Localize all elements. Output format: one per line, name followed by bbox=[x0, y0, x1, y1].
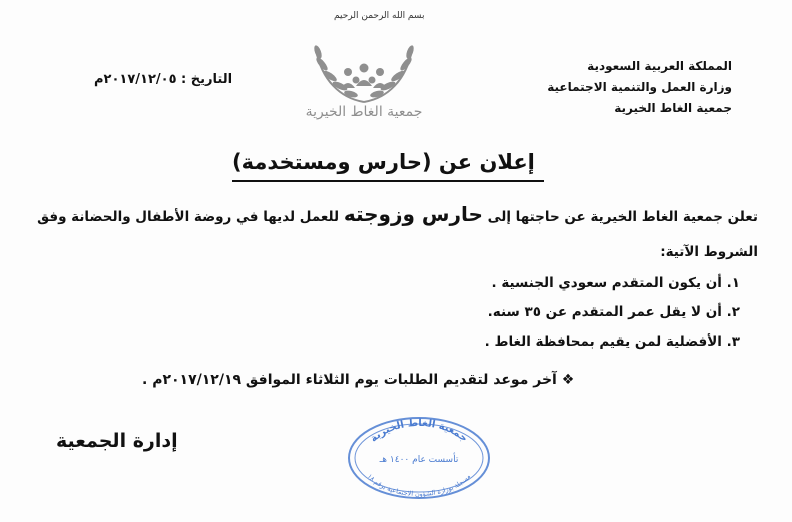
header-line-association: جمعية الغاط الخيرية bbox=[614, 101, 732, 115]
stamp-bottom-text: مسجلة بوزارة الشؤون الاجتماعية برقم ١٨ bbox=[365, 472, 473, 499]
header-line-ministry: وزارة العمل والتنمية الاجتماعية bbox=[547, 80, 732, 94]
ministry-header bbox=[547, 56, 732, 119]
bismillah-text: بسم الله الرحمن الرحيم bbox=[334, 11, 425, 21]
announcement-title: إعلان عن (حارس ومستخدمة) bbox=[232, 150, 535, 174]
conditions-label: الشروط الآتية: bbox=[660, 244, 758, 260]
svg-text:مسجلة بوزارة الشؤون الاجتماعية bbox=[366, 472, 472, 498]
signature: إدارة الجمعية bbox=[56, 430, 178, 452]
body-intro-part1: تعلن جمعية الغاط الخيرية عن حاجتها إلى bbox=[482, 209, 758, 225]
title-underline bbox=[232, 180, 544, 182]
condition-item: ٣. الأفضلية لمن يقيم بمحافظة الغاط . bbox=[484, 334, 740, 350]
deadline-note: ❖ آخر موعد لتقديم الطلبات يوم الثلاثاء الموافق ٢٠١٧/١٢/١٩م . bbox=[142, 372, 575, 388]
body-intro-part2: للعمل لديها في روضة الأطفال والحضانة وفق bbox=[37, 209, 344, 225]
svg-text:جمعية الغاط الخيرية bbox=[368, 418, 469, 445]
header-line-kingdom: المملكة العربية السعودية bbox=[587, 59, 732, 73]
logo-text: جمعية الغاط الخيرية bbox=[305, 104, 423, 120]
stamp-top-text: جمعية الغاط الخيرية bbox=[368, 417, 470, 445]
stamp-middle-text: تأسست عام ١٤٠٠ هـ bbox=[379, 455, 459, 465]
body-intro bbox=[37, 202, 758, 226]
body-intro-highlight: حارس وزوجته bbox=[343, 202, 483, 226]
condition-item: ١. أن يكون المتقدم سعودي الجنسية . bbox=[491, 275, 740, 291]
association-stamp bbox=[346, 416, 492, 500]
condition-item: ٢. أن لا يقل عمر المتقدم عن ٣٥ سنه. bbox=[487, 304, 740, 320]
date-label: التاريخ : ٢٠١٧/١٢/٠٥م bbox=[94, 72, 233, 87]
